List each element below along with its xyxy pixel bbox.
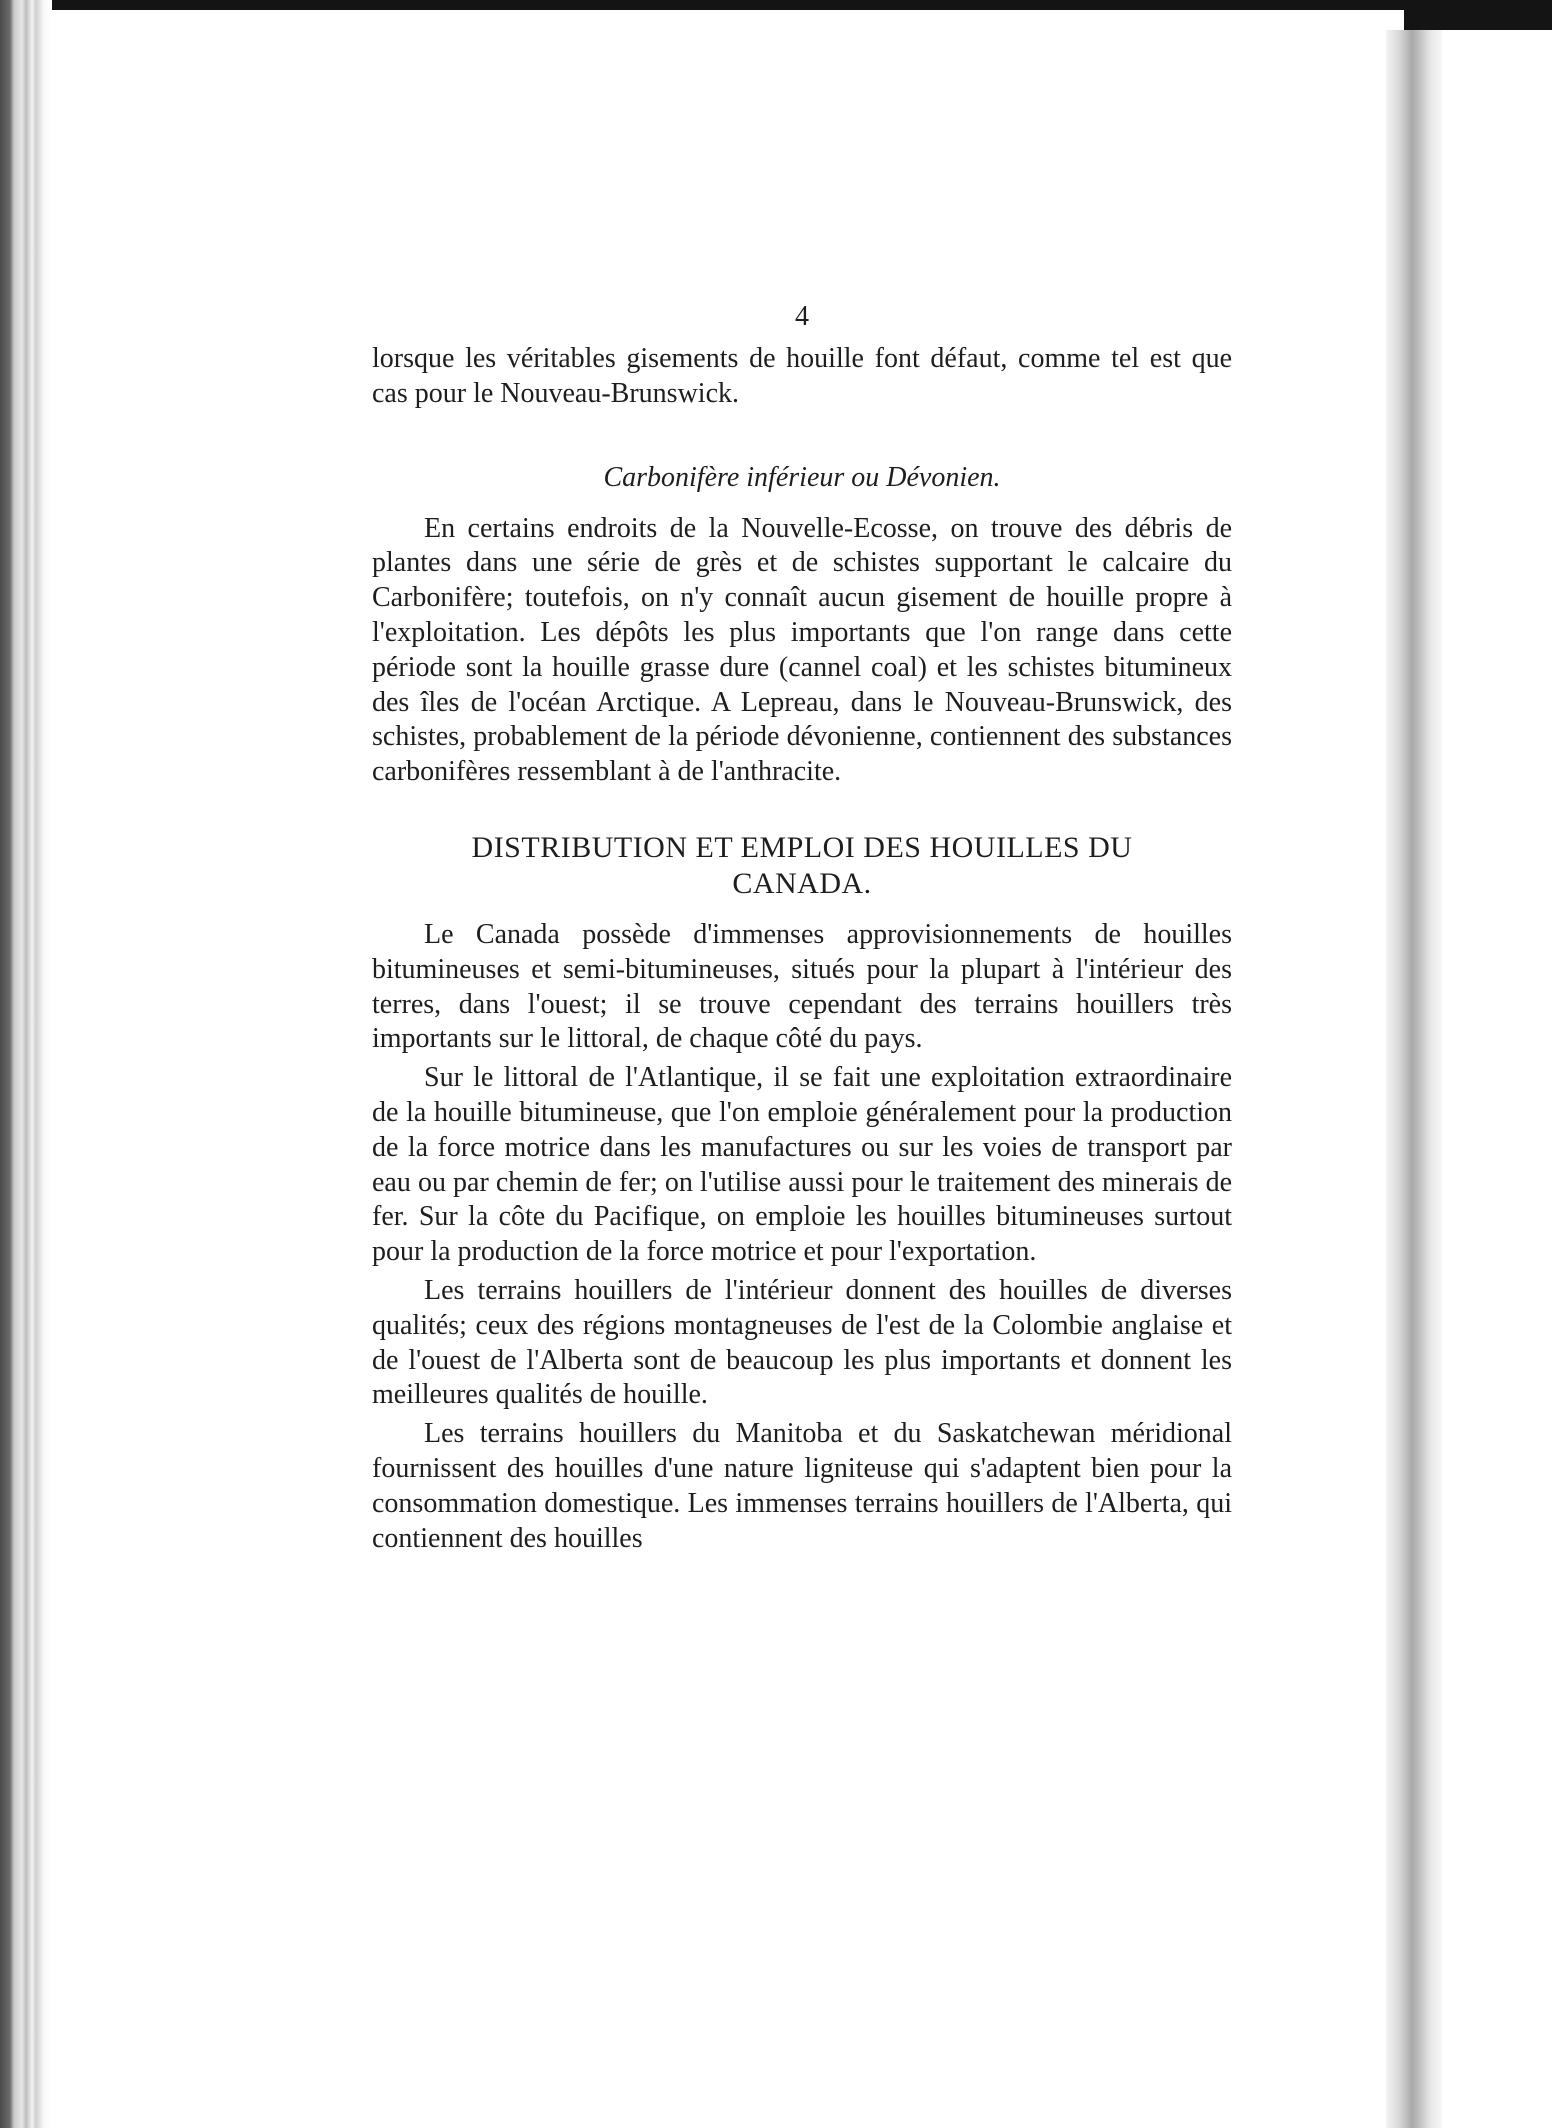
paragraph-distribution-4: Les terrains houillers du Manitoba et du Saskatchewan méridional fournissent des houilles d'une nature ligniteuse qui s'adaptent bien pour la consommation domestique. Les immenses terrains houillers de l'Alberta, qui contiennent des houilles <box>372 1418 1232 1554</box>
page-number: 4 <box>795 301 809 332</box>
opening-paragraph: lorsque les véritables gisements de houille font défaut, comme tel est que cas pour le Nouveau-Brunswick. <box>372 343 1232 409</box>
heading-line-1: DISTRIBUTION ET EMPLOI DES HOUILLES DU <box>471 830 1133 864</box>
paragraph-distribution-1: Le Canada possède d'immenses approvisionnements de houilles bitumineuses et semi-bitumineuses, situés pour la plupart à l'intérieur des terres, dans l'ouest; il se trouve cependant des terrains houillers très importants sur le littoral, de chaque côté du pays. <box>372 918 1232 1055</box>
page-content <box>372 292 1232 1556</box>
heading-line-2: CANADA. <box>732 866 872 900</box>
stacked-page-edges <box>0 0 52 2128</box>
page-binding-shadow <box>1386 30 1442 2128</box>
paragraph-distribution-3: Les terrains houillers de l'intérieur donnent des houilles de diverses qualités; ceux des régions montagneuses de l'est de la Colombie anglaise et de l'ouest de l'Alberta sont de beaucoup les plus importants et donnent les meilleures qualités de houille. <box>372 1274 1232 1411</box>
paragraph-carbonifere: En certains endroits de la Nouvelle-Ecosse, on trouve des débris de plantes dans une série de grès et de schistes supportant le calcaire du Carbonifère; toutefois, on n'y connaît aucun gisement de houille propre à l'exploitation. Les dépôts les plus importants que l'on range dans cette période sont la houille grasse dure (cannel coal) et les schistes bitumineux des îles de l'océan Arctique. A Lepreau, dans le Nouveau-Brunswick, des schistes, probablement de la période dévonienne, contiennent des substances carbonifères ressemblant à de l'anthracite. <box>372 512 1232 788</box>
section-title-carbonifere: Carbonifère inférieur ou Dévonien. <box>603 461 1001 493</box>
paragraph-distribution-2: Sur le littoral de l'Atlantique, il se fait une exploitation extraordinaire de la houille bitumineuse, que l'on emploie généralement pour la production de la force motrice dans les manufactures ou sur les voies de transport par eau ou par chemin de fer; on l'utilise aussi pour le traitement des minerais de fer. Sur la côte du Pacifique, on emploie les houilles bitumineuses surtout pour la production de la force motrice et pour l'exportation. <box>372 1062 1232 1268</box>
right-margin <box>1442 30 1552 2128</box>
section-heading-distribution <box>372 830 1232 902</box>
